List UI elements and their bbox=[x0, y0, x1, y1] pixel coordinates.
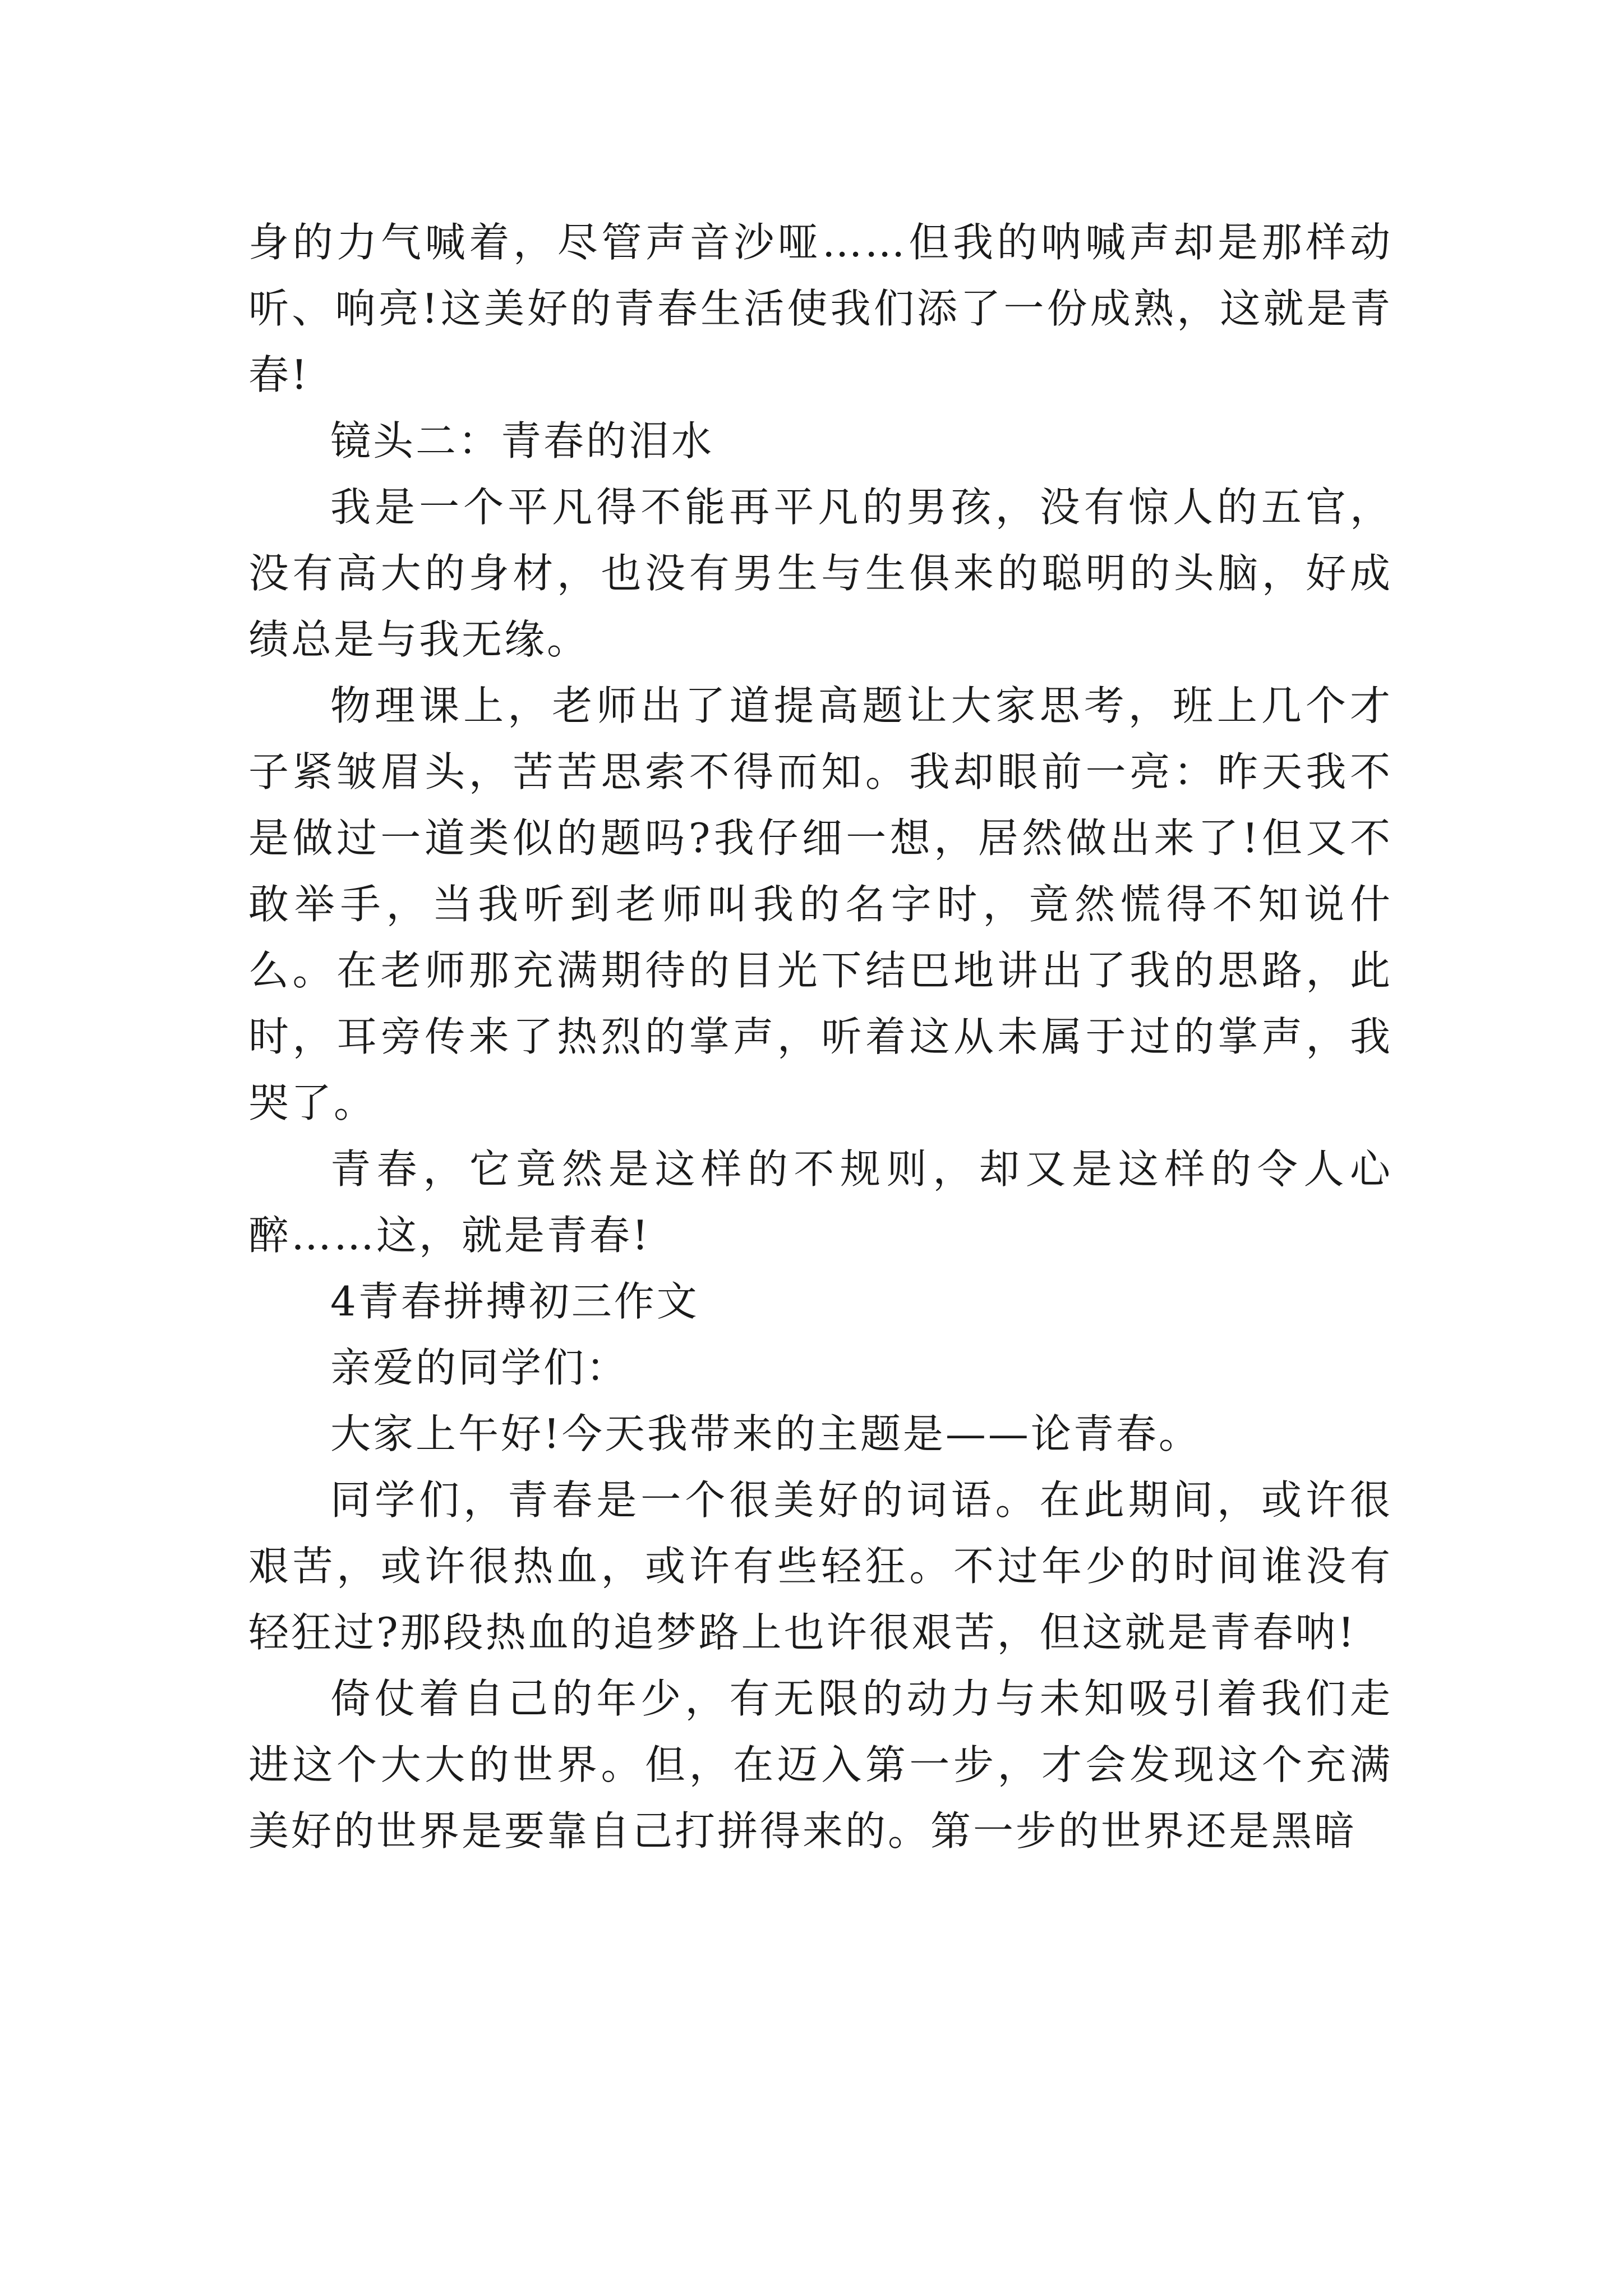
document-body bbox=[248, 209, 1393, 1864]
paragraph: 物理课上，老师出了道提高题让大家思考，班上几个才子紧皱眉头，苦苦思索不得而知。我却眼前一亮：昨天我不是做过一道类似的题吗?我仔细一想，居然做出来了!但又不敢举手，当我听到老师叫我的名字时，竟然慌得不知说什么。在老师那充满期待的目光下结巴地讲出了我的思路，此时，耳旁传来了热烈的掌声，听着这从未属于过的掌声，我哭了。 bbox=[248, 682, 1393, 1126]
paragraph: 倚仗着自己的年少，有无限的动力与未知吸引着我们走进这个大大的世界。但，在迈入第一步，才会发现这个充满美好的世界是要靠自己打拼得来的。第一步的世界还是黑暗 bbox=[248, 1675, 1393, 1855]
essay-title: 4青春拼搏初三作文 bbox=[330, 1278, 699, 1325]
salutation: 亲爱的同学们： bbox=[330, 1344, 629, 1391]
paragraph: 同学们，青春是一个很美好的词语。在此期间，或许很艰苦，或许很热血，或许有些轻狂。不过年少的时间谁没有轻狂过?那段热血的追梦路上也许很艰苦，但这就是青春呐! bbox=[248, 1476, 1393, 1656]
paragraph: 我是一个平凡得不能再平凡的男孩，没有惊人的五官，没有高大的身材，也没有男生与生俱来的聪明的头脑，好成绩总是与我无缘。 bbox=[248, 484, 1393, 663]
paragraph: 青春，它竟然是这样的不规则，却又是这样的令人心醉……这，就是青春! bbox=[248, 1145, 1393, 1259]
paragraph: 身的力气喊着，尽管声音沙哑……但我的呐喊声却是那样动听、响亮!这美好的青春生活使我们添了一份成熟，这就是青春! bbox=[248, 219, 1393, 398]
paragraph: 大家上午好!今天我带来的主题是——论青春。 bbox=[330, 1410, 1201, 1457]
section-heading: 镜头二：青春的泪水 bbox=[330, 417, 714, 464]
